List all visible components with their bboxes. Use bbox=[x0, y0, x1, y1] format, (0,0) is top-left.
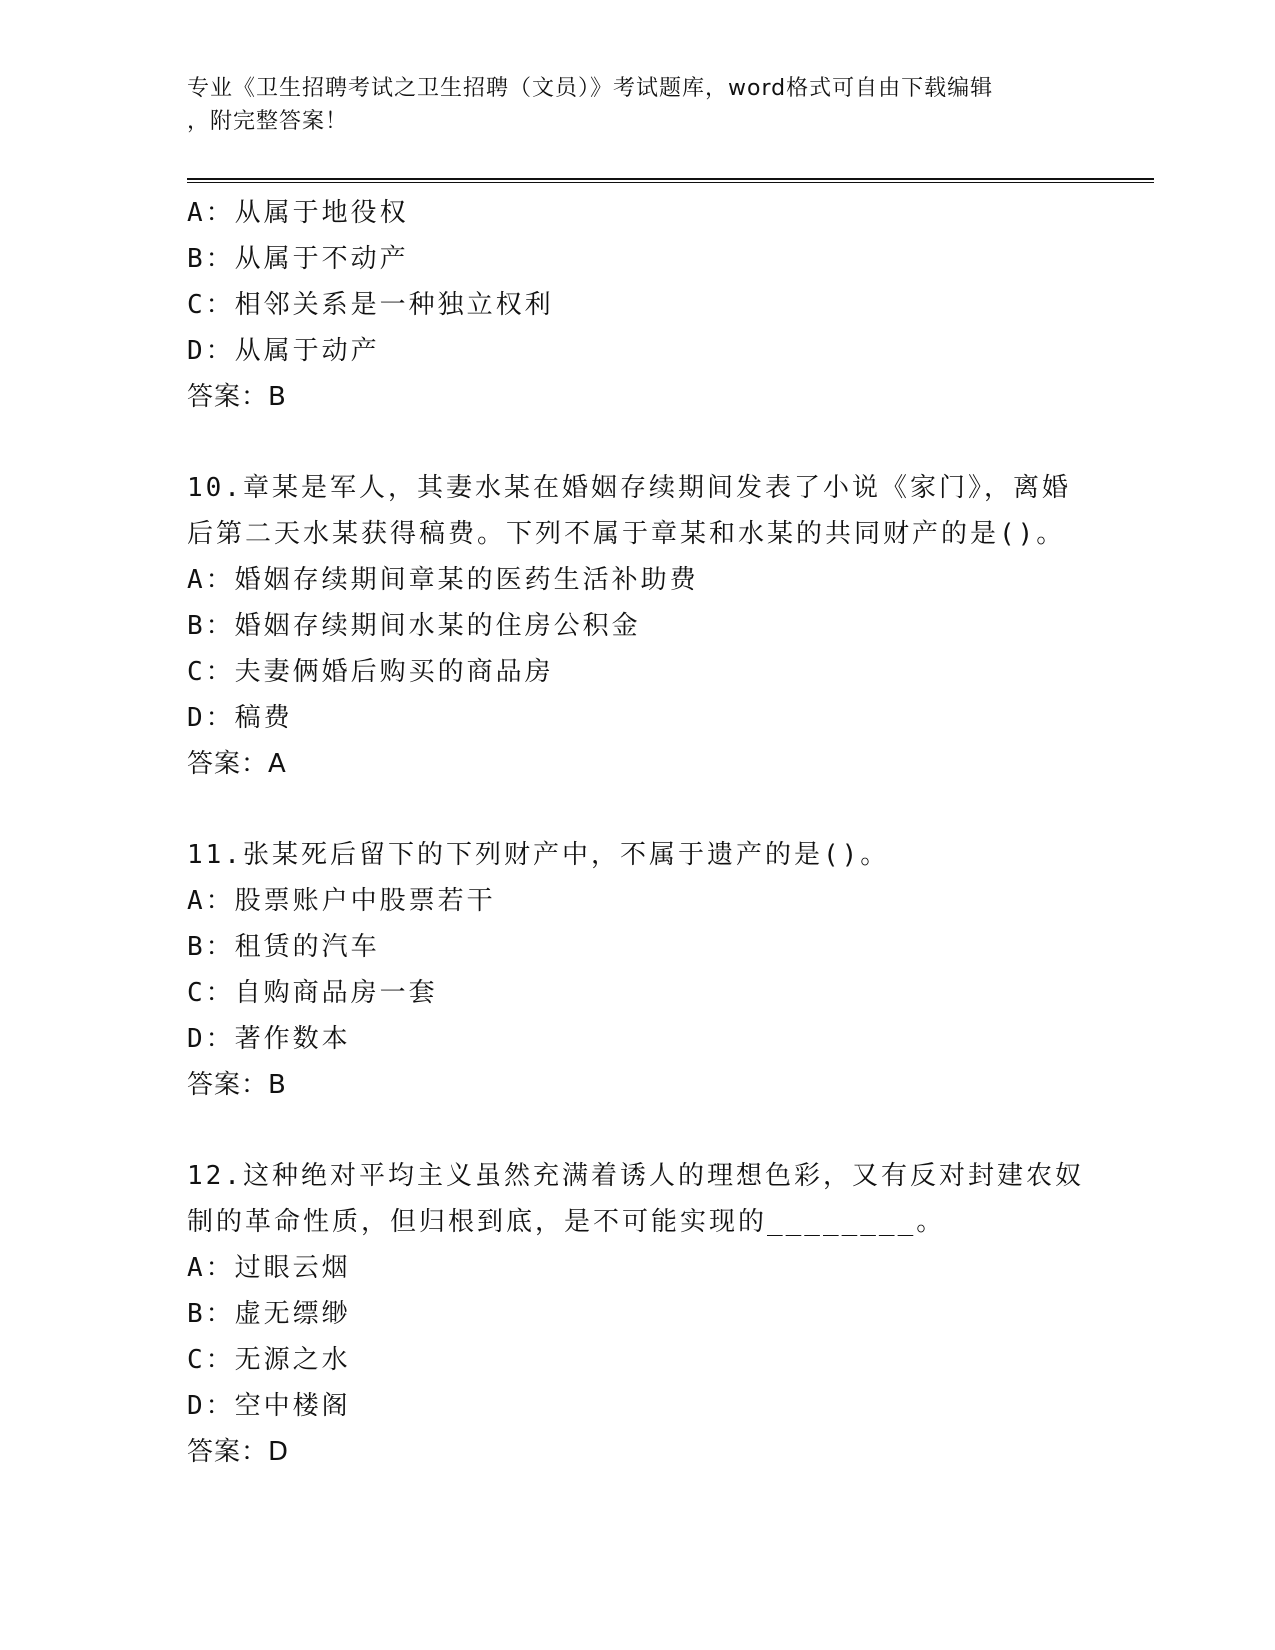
option-d: D：从属于动产 bbox=[187, 336, 380, 366]
option-b: B：从属于不动产 bbox=[187, 244, 409, 274]
header-line-1: 专业《卫生招聘考试之卫生招聘（文员）》考试题库，word格式可自由下载编辑 bbox=[187, 76, 994, 101]
header-divider bbox=[187, 178, 1154, 183]
question-stem-line-1: 12.这种绝对平均主义虽然充满着诱人的理想色彩，又有反对封建农奴 bbox=[187, 1161, 1084, 1191]
option-d: D：稿费 bbox=[187, 703, 293, 733]
question-stem-line-2: 制的革命性质，但归根到底，是不可能实现的________。 bbox=[187, 1207, 946, 1237]
option-a: A：股票账户中股票若干 bbox=[187, 886, 496, 916]
question-stem-line-1: 11.张某死后留下的下列财产中，不属于遗产的是()。 bbox=[187, 840, 890, 870]
question-10 bbox=[187, 465, 1147, 787]
document-header bbox=[187, 72, 1087, 138]
option-a: A：从属于地役权 bbox=[187, 198, 409, 228]
option-d: D：空中楼阁 bbox=[187, 1391, 351, 1421]
answer: 答案：A bbox=[187, 749, 287, 779]
question-11 bbox=[187, 832, 1147, 1108]
option-b: B：虚无缥缈 bbox=[187, 1299, 351, 1329]
option-c: C：无源之水 bbox=[187, 1345, 351, 1375]
option-a: A：过眼云烟 bbox=[187, 1253, 351, 1283]
option-c: C：自购商品房一套 bbox=[187, 978, 438, 1008]
option-c: C：相邻关系是一种独立权利 bbox=[187, 290, 554, 320]
option-c: C：夫妻俩婚后购买的商品房 bbox=[187, 657, 554, 687]
option-a: A：婚姻存续期间章某的医药生活补助费 bbox=[187, 565, 699, 595]
option-b: B：租赁的汽车 bbox=[187, 932, 380, 962]
header-line-2: ，附完整答案！ bbox=[187, 109, 349, 134]
spacer bbox=[187, 787, 1147, 832]
question-12 bbox=[187, 1153, 1147, 1475]
answer: 答案：B bbox=[187, 1070, 287, 1100]
spacer bbox=[187, 1108, 1147, 1153]
question-list bbox=[187, 190, 1147, 1475]
question-stem-line-2: 后第二天水某获得稿费。下列不属于章某和水某的共同财产的是()。 bbox=[187, 519, 1066, 549]
option-b: B：婚姻存续期间水某的住房公积金 bbox=[187, 611, 641, 641]
question-9 bbox=[187, 190, 1147, 420]
answer: 答案：B bbox=[187, 382, 287, 412]
question-stem-line-1: 10.章某是军人，其妻水某在婚姻存续期间发表了小说《家门》，离婚 bbox=[187, 473, 1071, 503]
option-d: D：著作数本 bbox=[187, 1024, 351, 1054]
spacer bbox=[187, 420, 1147, 465]
answer: 答案：D bbox=[187, 1437, 290, 1467]
